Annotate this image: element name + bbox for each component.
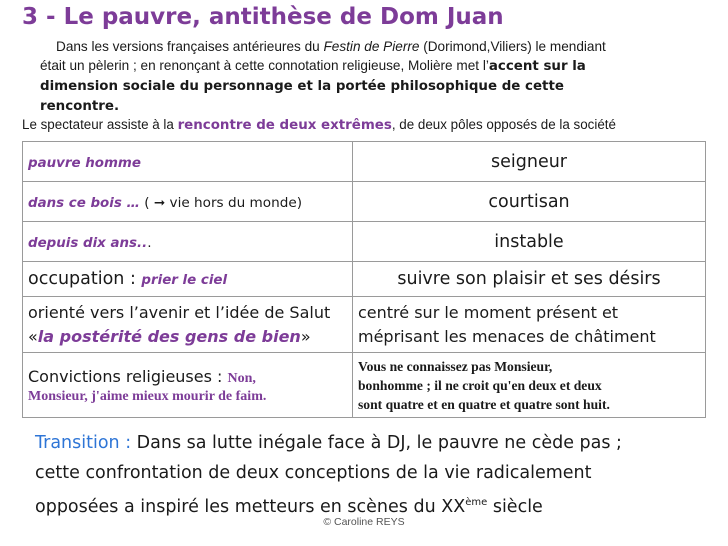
table-row	[23, 182, 706, 222]
lord-cell: suivre son plaisir et ses désirs	[353, 262, 706, 297]
lord-cell	[353, 353, 706, 418]
poor-label: pauvre homme	[28, 156, 141, 171]
intro-line-2: était un pèlerin ; en renonçant à cette connotation religieuse, Molière met l’	[40, 58, 489, 73]
lord-quote: sont quatre et en quatre et quatre sont huit.	[358, 396, 610, 412]
poor-label: la postérité des gens de bien	[37, 326, 301, 346]
table-row	[23, 297, 706, 353]
lord-text: centré sur le moment présent et	[358, 302, 619, 322]
poor-cell	[23, 222, 353, 262]
transition-text: cette confrontation de deux conceptions de la vie radicalement	[35, 463, 592, 483]
slide-title: 3 - Le pauvre, antithèse de Dom Juan	[22, 4, 504, 30]
transition-text: siècle	[487, 497, 543, 517]
transition-paragraph	[35, 428, 715, 522]
poor-text: orienté vers l’avenir et l’idée de Salut	[28, 302, 331, 322]
spectator-sentence	[22, 117, 712, 133]
superscript: ème	[465, 497, 488, 508]
intro-text-1: Dans les versions françaises antérieures du	[56, 39, 324, 54]
intro-text-2: (Dorimond,Viliers) le mendiant	[419, 39, 606, 54]
spectator-text-after: , de deux pôles opposés de la société	[391, 117, 616, 132]
poor-quote: Non,	[227, 371, 256, 386]
comparison-table	[22, 141, 706, 418]
lord-quote: bonhomme ; il ne croit qu'en deux et deux	[358, 377, 602, 393]
poor-note: ( ➞ vie hors du monde)	[139, 195, 302, 211]
quote-close: »	[300, 326, 311, 346]
transition-text: opposées a inspiré les metteurs en scènes du XX	[35, 497, 466, 517]
intro-bold-1: accent sur la	[488, 59, 586, 74]
intro-paragraph	[40, 37, 690, 116]
transition-text: Dans sa lutte inégale face à DJ, le pauvre ne cède pas ;	[136, 433, 622, 453]
poor-label: dans ce bois …	[28, 196, 140, 211]
table-row	[23, 222, 706, 262]
poor-cell	[23, 142, 353, 182]
table-row	[23, 262, 706, 297]
lord-cell: courtisan	[353, 182, 706, 222]
poor-text: Convictions religieuses :	[28, 367, 228, 386]
lord-quote: Vous ne connaissez pas Monsieur,	[358, 358, 553, 374]
table-row	[23, 142, 706, 182]
poor-label: depuis dix ans..	[28, 236, 148, 251]
quote-open: «	[28, 326, 38, 346]
intro-bold-2: dimension sociale du personnage et la portée philosophique de cette	[40, 79, 564, 94]
lord-text: méprisant les menaces de châtiment	[358, 326, 656, 346]
poor-text: occupation :	[28, 269, 142, 289]
poor-cell	[23, 297, 353, 353]
lord-cell	[353, 297, 706, 353]
intro-italic-title: Festin de Pierre	[323, 39, 420, 54]
intro-bold-3: rencontre.	[40, 99, 120, 114]
copyright-footer: © Caroline REYS	[323, 516, 405, 528]
poor-cell	[23, 353, 353, 418]
transition-label: Transition :	[35, 433, 137, 453]
poor-label: prier le ciel	[141, 273, 228, 288]
poor-cell	[23, 262, 353, 297]
table-row	[23, 353, 706, 418]
poor-note: .	[147, 235, 152, 251]
spectator-text-before: Le spectateur assiste à la	[22, 117, 178, 132]
lord-cell: instable	[353, 222, 706, 262]
lord-cell: seigneur	[353, 142, 706, 182]
poor-cell	[23, 182, 353, 222]
poor-quote: Monsieur, j'aime mieux mourir de faim.	[28, 389, 267, 404]
spectator-highlight: rencontre de deux extrêmes	[177, 118, 392, 133]
